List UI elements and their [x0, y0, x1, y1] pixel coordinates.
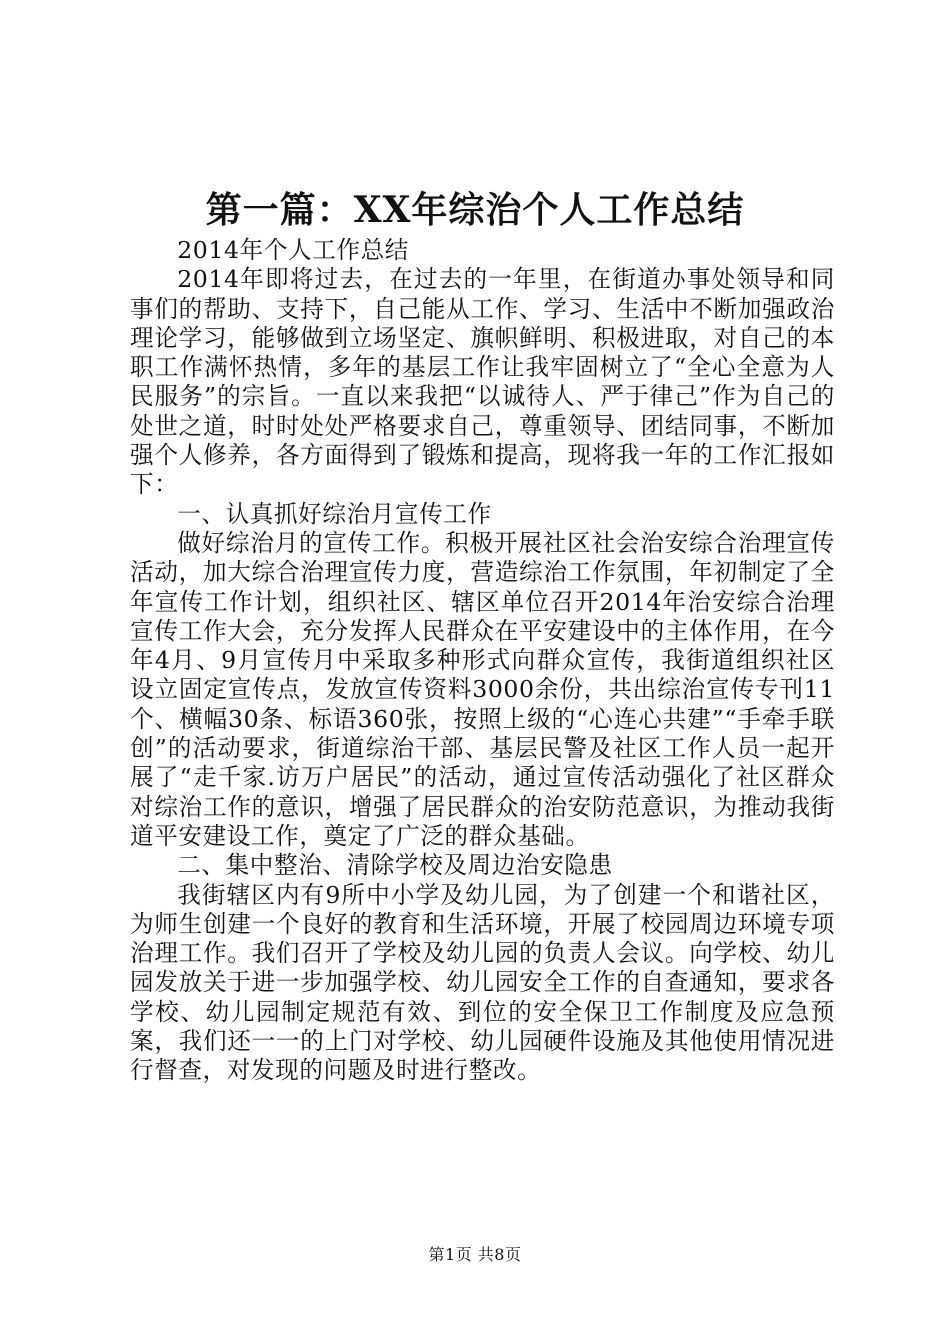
section-2-paragraph: 我街辖区内有9所中小学及幼儿园，为了创建一个和谐社区，为师生创建一个良好的教育和生活环境，开展了校园周边环境专项治理工作。我们召开了学校及幼儿园的负责人会议。向学校、幼儿园发放关于进一步加强学校、幼儿园安全工作的自查通知，要求各学校、幼儿园制定规范有效、到位的安全保卫工作制度及应急预案，我们还一一的上门对学校、幼儿园硬件设施及其他使用情况进行督查，对发现的问题及时进行整改。 [130, 880, 835, 1085]
subtitle-paragraph: 2014年个人工作总结 [177, 236, 409, 264]
section-1-paragraph: 做好综治月的宣传工作。积极开展社区社会治安综合治理宣传活动，加大综合治理宣传力度，营造综治工作氛围，年初制定了全年宣传工作计划，组织社区、辖区单位召开2014年治安综合治理宣传工作大会，充分发挥人民群众在平安建设中的主体作用，在今年4月、9月宣传月中采取多种形式向群众宣传，我街道组织社区设立固定宣传点，发放宣传资料3000余份，共出综治宣传专刊11个、横幅30条、标语360张，按照上级的“心连心共建”“手牵手联创”的活动要求，街道综治干部、基层民警及社区工作人员一起开展了“走千家.访万户居民”的活动，通过宣传活动强化了社区群众对综治工作的意识，增强了居民群众的治安防范意识，为推动我街道平安建设工作，奠定了广泛的群众基础。 [130, 528, 835, 850]
document-body [130, 236, 835, 1086]
section-heading-1: 一、认真抓好综治月宣传工作 [177, 499, 492, 528]
intro-paragraph: 2014年即将过去，在过去的一年里，在街道办事处领导和同事们的帮助、支持下，自己能从工作、学习、生活中不断加强政治理论学习，能够做到立场坚定、旗帜鲜明、积极进取，对自己的本职工作满怀热情，多年的基层工作让我牢固树立了“全心全意为人民服务”的宗旨。一直以来我把“以诚待人、严于律己”作为自己的处世之道，时时处处严格要求自己，尊重领导、团结同事，不断加强个人修养，各方面得到了锻炼和提高，现将我一年的工作汇报如下： [130, 265, 835, 499]
page-number-footer: 第1页 共8页 [428, 1245, 522, 1264]
section-heading-2: 二、集中整治、清除学校及周边治安隐患 [177, 851, 613, 880]
document-title: 第一篇：XX年综治个人工作总结 [205, 189, 745, 231]
